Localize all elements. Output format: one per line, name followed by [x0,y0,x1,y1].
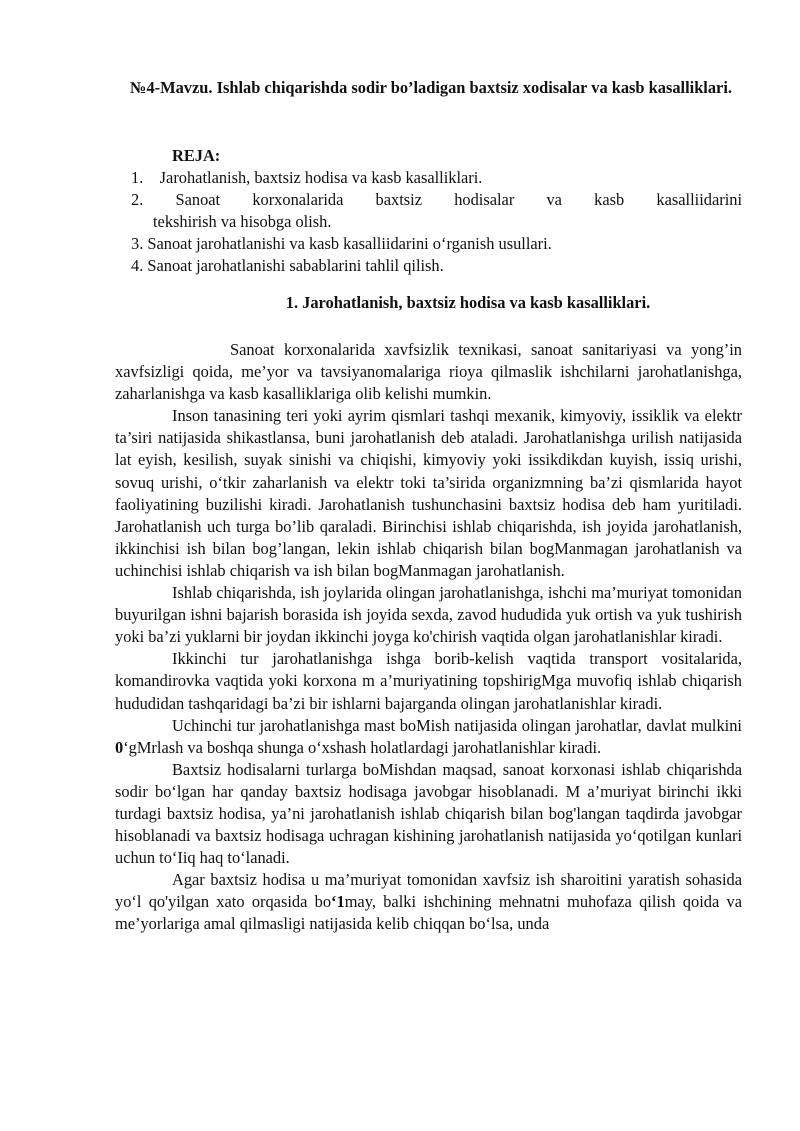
plan-item-1: 1. Jarohatlanish, baxtsiz hodisa va kasb kasalliklari. [131,168,483,187]
paragraph-5-bold: 0 [115,737,124,757]
plan-list [131,167,742,277]
plan-heading: REJA: [172,146,221,165]
plan-item-2-line-2: tekshirish va hisobga olish. [153,212,332,231]
paragraph-5-text-b: ‘gMrlash va boshqa shunga o‘xshash holatlardagi jarohatlanishlar kiradi. [123,737,602,757]
paragraph-3: Ishlab chiqarishda, ish joylarida olingan jarohatlanishga, ishchi ma’muriyat tomonidan buyurilgan ishni bajarish borasida ish joyida sexda, zavod hududida yuk ortish va yuk tushirish yoki ba’zi yuklarni bir joydan ikkinchi joyga ko'chirish vaqtida olgan jarohatlanishlar kiradi. [115,583,742,647]
paragraph-7-text-a: Agar baxtsiz hodisa u ma’muriyat tomonidan xavfsiz ish sharoitini yaratish sohasida yo‘l qo'yilgan xato orqasida bo [115,870,742,912]
paragraph-7-text-b: may, balki ishchining mehnatni muhofaza qilish qoida va me’yorlariga amal qilmasligi natijasida kelib chiqqan bo‘lsa, unda [115,892,742,934]
section-heading: 1. Jarohatlanish, baxtsiz hodisa va kasb kasalliklari. [285,293,651,312]
paragraph-2: Inson tanasining teri yoki ayrim qismlari tashqi mexanik, kimyoviy, issiklik va elektr ta’siri natijasida shikastlansa, buni jarohatlanish deb ataladi. Jarohatlanishga urilish natijasida lat eyish, kesilish, suyak sinishi va chiqishi, kimyoviy yoki issikdikdan kuyish, issiq urishi, sovuq urishi, o‘tkir zaharlanish va elektr toki ta’sirida organizmning ba’zi qismlarida hayot faoliyatining buzilishi kiradi. Jarohatlanish tushunchasini baxtsiz hodisa deb ham yuritiladi. Jarohatlanish uch turga bo’lib qaraladi. Birinchisi ishlab chiqarishda, ish joyida jarohatlanish, ikkinchisi ish bilan bog’langan, lekin ishlab chiqarish bilan bogManmagan jarohatlanish va uchinchisi ishlab chiqarish va ish bilan bogManmagan jarohatlanish. [115,406,742,580]
paragraph-4: Ikkinchi tur jarohatlanishga ishga borib-kelish vaqtida transport vositalarida, komandirovka vaqtida yoki korxona m a’muriyatining topshirigMga muvofiq ishlab chiqarish hududidan tashqaridagi ba’zi bir ishlarni bajarganda olingan jarohatlanishlar kiradi. [115,649,742,713]
paragraph-7-bold: ‘1 [331,892,345,912]
paragraph-5 [115,715,742,759]
page-title: №4-Mavzu. Ishlab chiqarishda sodir bo’ladigan baxtsiz xodisalar va kasb kasalliklari. [130,78,732,97]
body-text [115,339,742,936]
paragraph-5-text-a: Uchinchi tur jarohatlanishga mast boMish natijasida olingan jarohatlar, davlat mulkini [172,715,742,735]
plan-item-4: 4. Sanoat jarohatlanishi sabablarini tahlil qilish. [131,256,444,275]
plan-item-2-line-1: 2. Sanoat korxonalarida baxtsiz hodisalar va kasb kasalliidarini [131,190,742,209]
paragraph-6: Baxtsiz hodisalarni turlarga boMishdan maqsad, sanoat korxonasi ishlab chiqarishda sodir bo‘lgan har qanday baxtsiz hodisaga javobgar hisoblanadi. M a’muriyat birinchi ikki turdagi baxtsiz hodisa, ya’ni jarohatlanish ishlab chiqarish bilan bog'langan taqdirda javobgar hisoblanadi va baxtsiz hodisaga uchragan kishining jarohatlanish natijasida yo‘qotilgan kunlari uchun to‘Iiq haq to‘lanadi. [115,759,742,868]
paragraph-1: Sanoat korxonalarida xavfsizlik texnikasi, sanoat sanitariyasi va yong’in xavfsizligi qoida, me’yor va tavsiyanomalariga rioya qilmaslik ishchilarni jarohatlanishga, zaharlanishga va kasb kasalliklariga olib kelishi mumkin. [115,340,742,404]
paragraph-7 [115,869,742,935]
plan-item-3: 3. Sanoat jarohatlanishi va kasb kasalliidarini o‘rganish usullari. [131,234,552,253]
plan-item-2 [131,189,742,233]
